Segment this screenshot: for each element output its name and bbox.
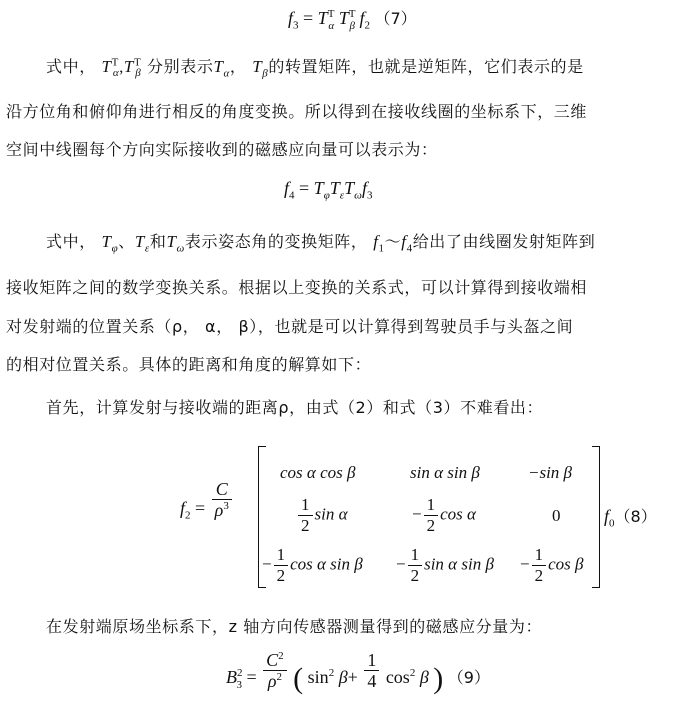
- equation-number-9: （9）: [447, 668, 490, 688]
- equation-number-8: （8）: [614, 507, 657, 526]
- matrix-r2c2: − $\frac{1}{2}$ cos α: [412, 495, 476, 535]
- matrix-r1c1: cos α cos β: [280, 463, 356, 482]
- equation-7: $f_3 = T^T_\alpha$ $T^T_\beta$ $f_2$ （7）: [288, 8, 417, 32]
- para3-line1: 首先，计算发射与接收端的距离ρ，由式（2）和式（3）不难看出：: [46, 398, 544, 417]
- matrix-r3c2: − $\frac{1}{2}$ sin α sin β: [396, 545, 494, 585]
- equation-8-rhs: $f_0(8)$: [604, 506, 657, 530]
- matrix-r1c2: sin α sin β: [410, 463, 480, 482]
- para1-line3: 空间中线圈每个方向实际接收到的磁感应向量可以表示为：: [6, 140, 438, 159]
- matrix-r2c1: $\frac{1}{2}$ sin α: [296, 495, 348, 536]
- para1-line1: 式中， $T^T_\alpha,T^T_\beta$ 分别表示$T_\alpha$， $T_\beta$的转置矩阵，也就是逆矩阵，它们表示的是: [46, 56, 584, 80]
- para4-line1: 在发射端原场坐标系下，z 轴方向传感器测量得到的磁感应分量为：: [46, 617, 543, 636]
- equation-8-lhs: $f_2$ = $\frac{C}{\rho^3}$: [180, 498, 234, 520]
- para2-line2: 接收矩阵之间的数学变换关系。根据以上变换的关系式，可以计算得到接收端相: [6, 278, 588, 297]
- para2-line1: 式中， $T_\varphi$、$T_\varepsilon$和$T_\omega$表示姿态角的变换矩阵， $f_1\sim f_4$给出了由线圈发射矩阵到: [46, 232, 596, 255]
- para2-line3: 对发射端的位置关系（ρ， α， β），也就是可以计算得到驾驶员手与头盔之间: [6, 317, 574, 336]
- matrix-r3c3: − $\frac{1}{2}$ cos β: [520, 545, 584, 585]
- equation-number-7: （7）: [374, 9, 417, 28]
- equation-f4: $f_4 = T_\varphi T_\varepsilon T_\omega f_3$: [284, 178, 373, 202]
- para1-line2: 沿方位角和俯仰角进行相反的角度变换。所以得到在接收线圈的坐标系下，三维: [6, 102, 588, 121]
- para2-line4: 的相对位置关系。具体的距离和角度的解算如下：: [6, 355, 372, 374]
- matrix-r2c3: 0: [552, 506, 561, 525]
- equation-9: $B^2_3$ = $\frac{C^2}{\rho^2}$ ( $\sin^2 \beta+$ $\frac{1}{4}$ $\cos^2 \beta$ ) （9）: [226, 649, 490, 695]
- matrix-r3c1: − $\frac{1}{2}$ cos α sin β: [262, 545, 363, 585]
- eq7-lhs: f: [288, 8, 294, 28]
- matrix-right-bracket: [592, 446, 600, 588]
- matrix-r1c3: −sin β: [528, 463, 573, 482]
